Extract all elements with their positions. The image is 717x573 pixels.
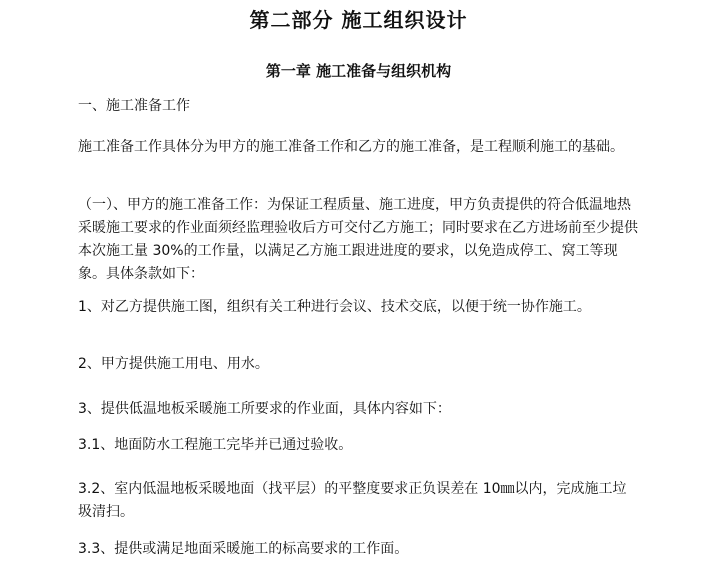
- chapter-title: 第一章 施工准备与组织机构: [265, 62, 452, 80]
- section-heading: 一、施工准备工作: [78, 98, 190, 114]
- list-item-2: 2、甲方提供施工用电、用水。: [78, 356, 269, 372]
- list-item-3-2: 3.2、室内低温地板采暖地面（找平层）的平整度要求正负误差在 10㎜以内，完成施工垃圾清扫。: [78, 481, 627, 520]
- list-item-3-1: 3.1、地面防水工程施工完毕并已通过验收。: [78, 437, 353, 453]
- list-item-3: 3、提供低温地板采暖施工所要求的作业面，具体内容如下：: [78, 401, 451, 417]
- list-item-3-3: 3.3、提供或满足地面采暖施工的标高要求的工作面。: [78, 541, 409, 557]
- list-item-1: 1、对乙方提供施工图，组织有关工种进行会议、技术交底，以便于统一协作施工。: [78, 299, 591, 315]
- intro-paragraph: 施工准备工作具体分为甲方的施工准备工作和乙方的施工准备，是工程顺利施工的基础。: [78, 139, 624, 155]
- party-a-paragraph: （一）、甲方的施工准备工作：为保证工程质量、施工进度，甲方负责提供的符合低温地热采暖施工要求的作业面须经监理验收后方可交付乙方施工；同时要求在乙方进场前至少提供本次施工量 30%的工作量，以满足乙方施工跟进进度的要求，以免造成停工、窝工等现象。具体条款如下：: [78, 197, 638, 282]
- part-title: 第二部分 施工组织设计: [249, 8, 468, 32]
